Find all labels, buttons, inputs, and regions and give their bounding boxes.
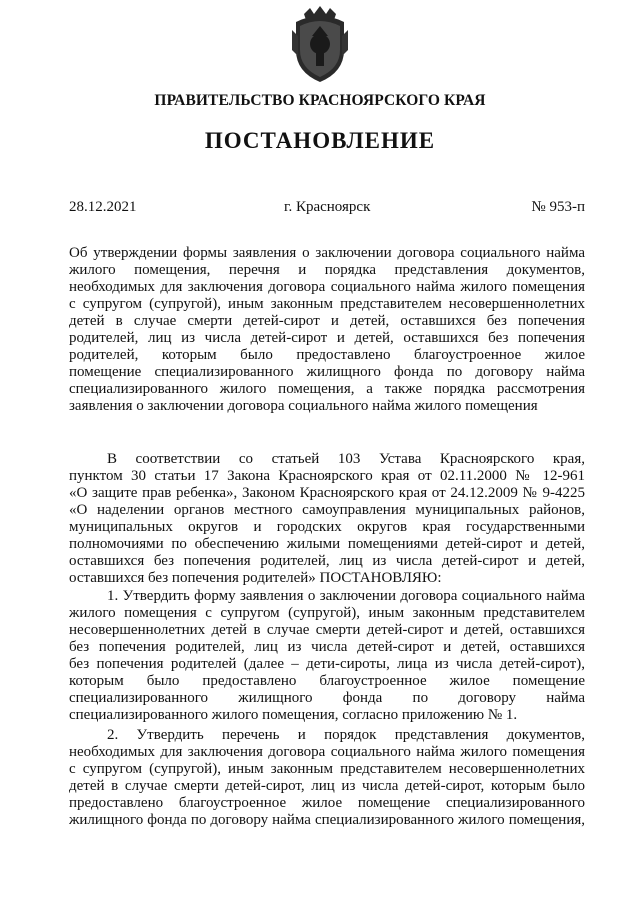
subject-line: жилого помещения, перечня и порядка представления документов, bbox=[69, 262, 585, 278]
subject-line: Об утверждении формы заявления о заключении договора социального найма bbox=[69, 245, 585, 261]
item-1-line: без попечения родителей (далее – дети-сироты, лица из числа детей-сирот), bbox=[69, 656, 585, 672]
preamble-line: В соответствии со статьей 103 Устава Красноярского края, bbox=[107, 451, 585, 467]
item-2-line: 2. Утвердить перечень и порядок представления документов, bbox=[107, 727, 585, 743]
item-2-line: детей в случае смерти детей-сирот, лиц из числа детей-сирот, которым было bbox=[69, 778, 585, 794]
item-2-line: жилищного фонда по договору найма специализированного жилого помещения, bbox=[69, 812, 585, 828]
item-2-paragraph bbox=[69, 727, 585, 829]
subject-line: помещение специализированного жилищного фонда по договору найма bbox=[69, 364, 585, 380]
item-1-line: специализированного жилого помещения, согласно приложению № 1. bbox=[69, 707, 518, 723]
item-2-line: предоставлено благоустроенное жилое помещение специализированного bbox=[69, 795, 585, 811]
document-city: г. Красноярск bbox=[284, 199, 371, 215]
document-type-title: ПОСТАНОВЛЕНИЕ bbox=[204, 128, 436, 153]
item-2-line: необходимых для заключения договора социального найма жилого помещения bbox=[69, 744, 585, 760]
item-1-line: специализированного жилищного фонда по договору найма bbox=[69, 690, 585, 706]
item-1-line: которым было предоставлено благоустроенное жилое помещение bbox=[69, 673, 585, 689]
preamble-line: оставшихся без попечения родителей, лиц из числа детей-сирот и детей, bbox=[69, 553, 585, 569]
document-number: № 953-п bbox=[531, 199, 585, 215]
item-1-paragraph bbox=[69, 588, 585, 724]
preamble-line: «О защите прав ребенка», Законом Красноярского края от 24.12.2009 № 9-4225 bbox=[69, 485, 585, 501]
subject-line: заявления о заключении договора социального найма жилого помещения bbox=[69, 398, 538, 414]
subject-block bbox=[69, 245, 585, 415]
item-2-line: с супругом (супругой), иным законным представителем несовершеннолетних bbox=[69, 761, 585, 777]
subject-line: детей в случае смерти детей-сирот и детей, оставшихся без попечения bbox=[69, 313, 585, 329]
coat-of-arms-emblem bbox=[290, 6, 350, 84]
preamble-line: муниципальных округов и городских округов края государственными bbox=[69, 519, 585, 535]
item-1-line: жилого помещения с супругом (супругой), иным законным представителем bbox=[69, 605, 585, 621]
subject-line: специализированного жилого помещения, а также порядка рассмотрения bbox=[69, 381, 585, 397]
subject-line: родителей, лиц из числа детей-сирот и детей, оставшихся без попечения bbox=[69, 330, 585, 346]
item-1-line: несовершеннолетних детей в случае смерти детей-сирот и детей, оставшихся bbox=[69, 622, 585, 638]
item-1-line: без попечения родителей, лиц из числа детей-сирот и детей, оставшихся bbox=[69, 639, 585, 655]
government-heading: ПРАВИТЕЛЬСТВО КРАСНОЯРСКОГО КРАЯ bbox=[154, 92, 486, 109]
item-1-line: 1. Утвердить форму заявления о заключении договора социального найма bbox=[107, 588, 585, 604]
preamble-line: оставшихся без попечения родителей» ПОСТАНОВЛЯЮ: bbox=[69, 570, 442, 586]
preamble-line: пунктом 30 статьи 17 Закона Красноярского края от 02.11.2000 № 12-961 bbox=[69, 468, 585, 484]
preamble-line: «О наделении органов местного самоуправления муниципальных районов, bbox=[69, 502, 585, 518]
subject-line: необходимых для заключения договора социального найма жилого помещения bbox=[69, 279, 585, 295]
subject-line: родителей, которым было предоставлено благоустроенное жилое bbox=[69, 347, 585, 363]
preamble-paragraph bbox=[69, 451, 585, 587]
subject-line: с супругом (супругой), иным законным представителем несовершеннолетних bbox=[69, 296, 585, 312]
preamble-line: полномочиями по обеспечению жилыми помещениями детей-сирот и детей, bbox=[69, 536, 585, 552]
document-date: 28.12.2021 bbox=[69, 199, 137, 215]
